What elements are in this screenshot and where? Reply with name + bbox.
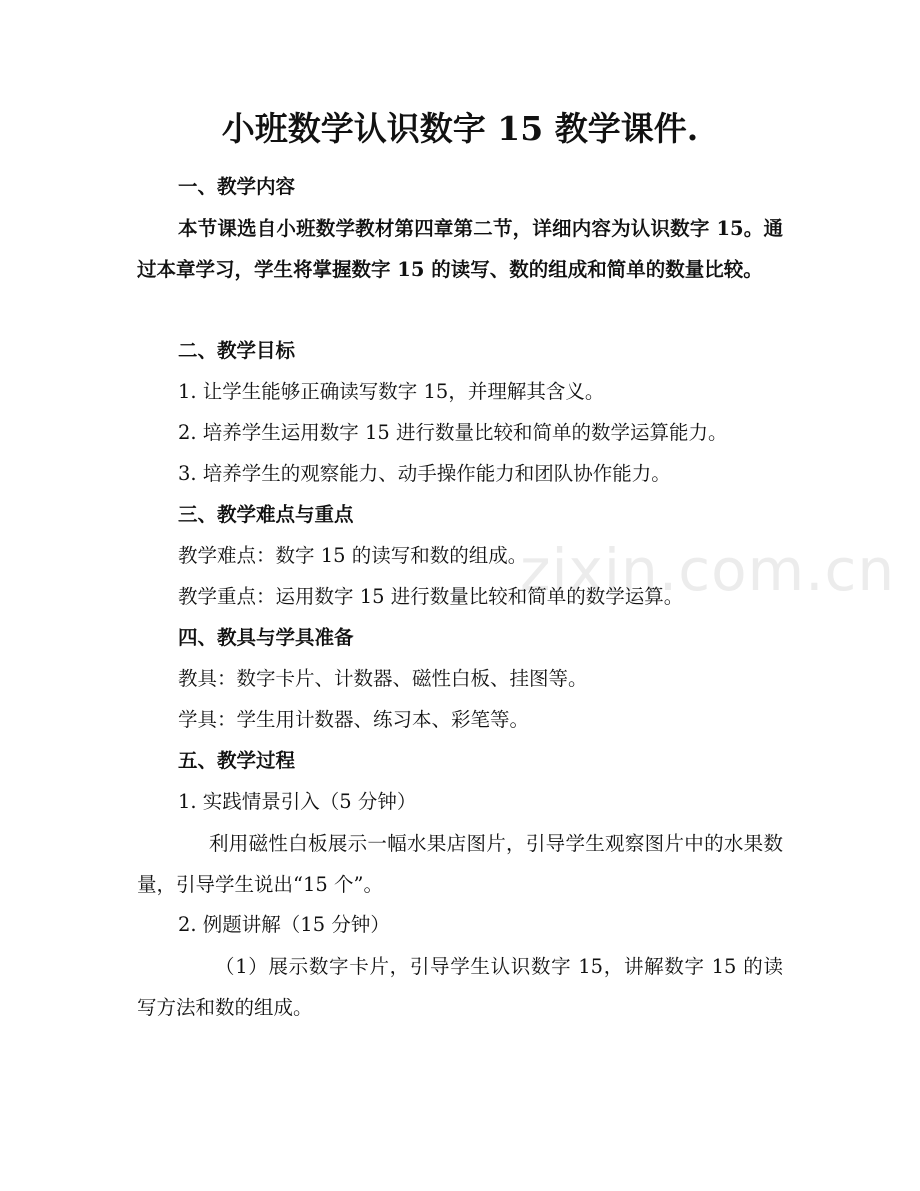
section-heading-process: 五、教学过程 <box>178 749 296 772</box>
section-heading-difficulties: 三、教学难点与重点 <box>178 503 354 526</box>
section-heading-materials: 四、教具与学具准备 <box>178 626 354 649</box>
section-heading-content: 一、教学内容 <box>178 175 296 198</box>
student-materials-line: 学具：学生用计数器、练习本、彩笔等。 <box>178 708 530 731</box>
key-point-line: 教学重点：运用数字 15 进行数量比较和简单的数学运算。 <box>178 585 684 608</box>
process-step-1-body: 利用磁性白板展示一幅水果店图片，引导学生观察图片中的水果数量，引导学生说出“15 个”。 <box>137 832 783 896</box>
process-step-1-title: 1. 实践情景引入（5 分钟） <box>178 790 417 813</box>
objective-item-3: 3. 培养学生的观察能力、动手操作能力和团队协作能力。 <box>178 462 671 485</box>
objective-item-2: 2. 培养学生运用数字 15 进行数量比较和简单的数学运算能力。 <box>178 421 728 444</box>
objective-item-1: 1. 让学生能够正确读写数字 15，并理解其含义。 <box>178 380 605 403</box>
teacher-materials-line: 教具：数字卡片、计数器、磁性白板、挂图等。 <box>178 667 588 690</box>
section-heading-objectives: 二、教学目标 <box>178 339 296 362</box>
watermark: zixin.com.cn <box>520 536 896 604</box>
process-step-2-title: 2. 例题讲解（15 分钟） <box>178 913 390 936</box>
content-paragraph: 本节课选自小班数学教材第四章第二节，详细内容为认识数字 15。通过本章学习，学生将掌握数字 15 的读写、数的组成和简单的数量比较。 <box>137 217 783 281</box>
process-step-2-body: （1）展示数字卡片，引导学生认识数字 15，讲解数字 15 的读写方法和数的组成。 <box>137 955 783 1019</box>
document-title: 小班数学认识数字 15 教学课件. <box>221 109 699 148</box>
difficulty-line: 教学难点：数字 15 的读写和数的组成。 <box>178 544 528 567</box>
